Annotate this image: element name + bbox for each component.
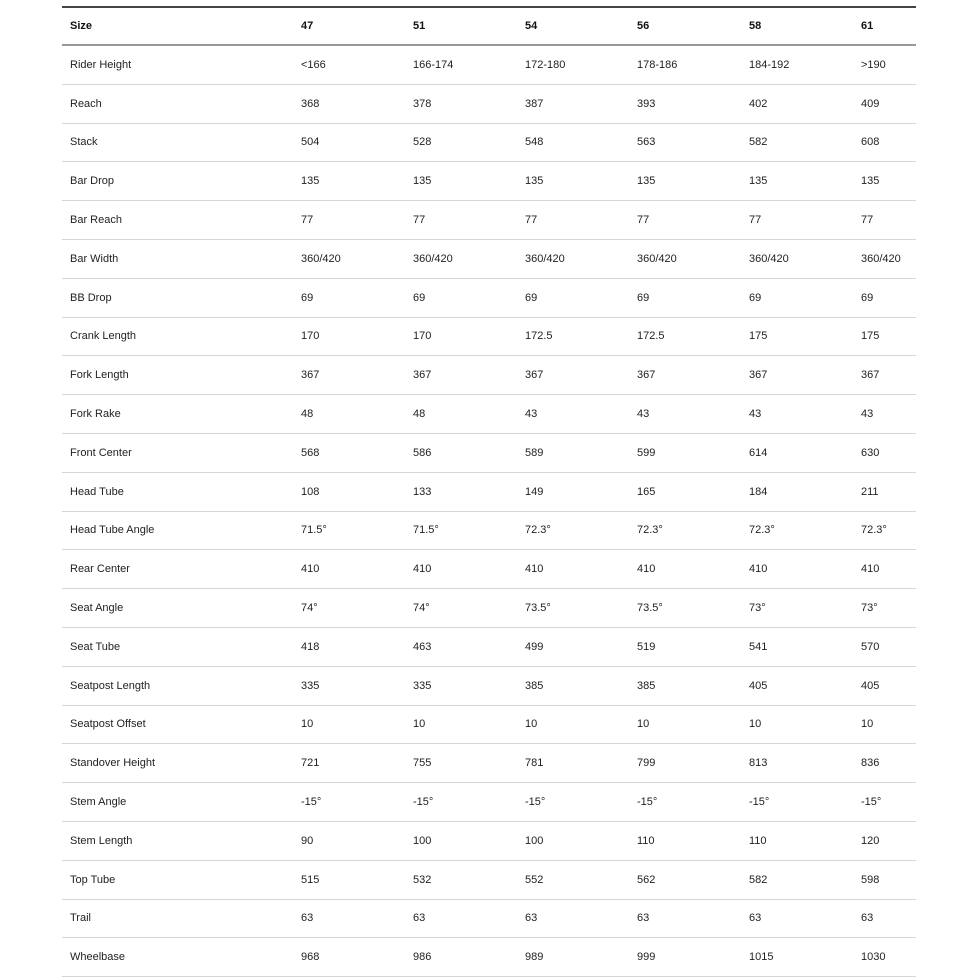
- row-label: Stem Angle: [70, 796, 127, 809]
- row-label: Seatpost Offset: [70, 718, 146, 731]
- table-cell: 133: [413, 485, 432, 498]
- table-cell: 184: [749, 485, 768, 498]
- table-cell: 77: [525, 214, 538, 227]
- table-cell: 385: [525, 679, 544, 692]
- table-cell: 108: [301, 485, 320, 498]
- table-row: [62, 433, 916, 472]
- table-cell: 368: [301, 97, 320, 110]
- table-cell: 968: [301, 951, 320, 964]
- table-cell: 519: [637, 640, 656, 653]
- table-cell: 504: [301, 136, 320, 149]
- table-cell: 135: [301, 175, 320, 188]
- table-cell: 77: [413, 214, 426, 227]
- table-cell: 69: [861, 291, 874, 304]
- table-cell: 43: [525, 408, 538, 421]
- table-cell: 552: [525, 873, 544, 886]
- table-cell: 73°: [861, 602, 878, 615]
- table-cell: 110: [749, 834, 767, 847]
- table-cell: -15°: [637, 796, 658, 809]
- table-cell: 135: [413, 175, 432, 188]
- table-cell: 10: [301, 718, 314, 731]
- table-cell: 405: [749, 679, 768, 692]
- header-row: [62, 7, 916, 45]
- table-cell: 410: [413, 563, 432, 576]
- table-cell: -15°: [525, 796, 546, 809]
- table-row: [62, 472, 916, 511]
- table-row: [62, 744, 916, 783]
- table-cell: 69: [637, 291, 650, 304]
- table-cell: 149: [525, 485, 544, 498]
- table-cell: 100: [413, 834, 432, 847]
- table-cell: 72.3°: [749, 524, 775, 537]
- row-label: Stem Length: [70, 834, 133, 847]
- table-cell: 360/420: [637, 252, 677, 265]
- table-cell: 410: [637, 563, 656, 576]
- row-label: Seat Angle: [70, 602, 124, 615]
- table-row: [62, 162, 916, 201]
- table-cell: 499: [525, 640, 544, 653]
- table-cell: 170: [301, 330, 320, 343]
- table-cell: 409: [861, 97, 880, 110]
- table-cell: 172.5: [525, 330, 553, 343]
- table-row: [62, 317, 916, 356]
- table-cell: 175: [861, 330, 880, 343]
- table-cell: 1030: [861, 951, 886, 964]
- table-cell: 100: [525, 834, 544, 847]
- table-cell: 184-192: [749, 58, 790, 71]
- table-cell: 69: [301, 291, 314, 304]
- table-cell: 410: [861, 563, 880, 576]
- table-cell: 72.3°: [525, 524, 551, 537]
- row-label: Rider Height: [70, 58, 132, 71]
- table-cell: 367: [413, 369, 432, 382]
- table-cell: 515: [301, 873, 320, 886]
- table-row: [62, 899, 916, 938]
- table-cell: 630: [861, 446, 880, 459]
- header-size-54: 54: [525, 20, 538, 32]
- row-label: BB Drop: [70, 291, 112, 304]
- table-row: [62, 783, 916, 822]
- table-cell: 410: [525, 563, 544, 576]
- table-cell: 63: [413, 912, 426, 925]
- table-cell: 74°: [413, 602, 430, 615]
- table-row: [62, 239, 916, 278]
- table-cell: 562: [637, 873, 656, 886]
- row-label: Head Tube Angle: [70, 524, 155, 537]
- table-row: [62, 821, 916, 860]
- table-cell: 135: [637, 175, 656, 188]
- table-cell: 541: [749, 640, 768, 653]
- table-cell: 367: [637, 369, 656, 382]
- table-cell: 813: [749, 757, 768, 770]
- table-cell: 418: [301, 640, 320, 653]
- table-cell: 410: [749, 563, 768, 576]
- table-row: [62, 589, 916, 628]
- table-cell: 135: [749, 175, 768, 188]
- table-cell: 63: [301, 912, 314, 925]
- table-cell: 582: [749, 136, 768, 149]
- table-cell: 402: [749, 97, 768, 110]
- table-cell: 360/420: [861, 252, 901, 265]
- table-cell: 586: [413, 446, 432, 459]
- table-cell: 755: [413, 757, 432, 770]
- table-row: [62, 705, 916, 744]
- row-label: Head Tube: [70, 485, 124, 498]
- table-row: [62, 84, 916, 123]
- table-cell: 360/420: [749, 252, 789, 265]
- row-label: Stack: [70, 136, 98, 149]
- table-cell: 378: [413, 97, 432, 110]
- table-cell: 367: [525, 369, 544, 382]
- table-cell: 43: [749, 408, 762, 421]
- table-row: [62, 45, 916, 84]
- table-cell: 582: [749, 873, 768, 886]
- table-cell: 410: [301, 563, 320, 576]
- table-cell: 120: [861, 834, 880, 847]
- table-cell: 360/420: [525, 252, 565, 265]
- table-cell: 77: [749, 214, 762, 227]
- header-size-56: 56: [637, 20, 650, 32]
- row-label: Standover Height: [70, 757, 155, 770]
- header-size-47: 47: [301, 20, 314, 32]
- table-cell: 989: [525, 951, 544, 964]
- table-header: [62, 7, 916, 45]
- table-cell: 335: [413, 679, 432, 692]
- table-cell: -15°: [413, 796, 434, 809]
- table-cell: 532: [413, 873, 432, 886]
- row-label: Crank Length: [70, 330, 137, 343]
- table-cell: 781: [525, 757, 544, 770]
- table-row: [62, 666, 916, 705]
- table-cell: 166-174: [413, 58, 454, 71]
- table-cell: 69: [525, 291, 538, 304]
- header-size-51: 51: [413, 20, 426, 32]
- table-cell: 63: [637, 912, 650, 925]
- table-cell: 71.5°: [413, 524, 439, 537]
- table-cell: 43: [637, 408, 650, 421]
- table-cell: 393: [637, 97, 656, 110]
- table-cell: 172.5: [637, 330, 665, 343]
- table-cell: <166: [301, 58, 326, 71]
- table-cell: 90: [301, 834, 314, 847]
- table-cell: 170: [413, 330, 432, 343]
- table-cell: 175: [749, 330, 768, 343]
- table-cell: 799: [637, 757, 656, 770]
- table-cell: 599: [637, 446, 656, 459]
- table-cell: 63: [749, 912, 762, 925]
- table-cell: 10: [861, 718, 874, 731]
- table-cell: 1015: [749, 951, 774, 964]
- table-cell: 135: [861, 175, 880, 188]
- table-cell: 367: [861, 369, 880, 382]
- table-cell: 110: [637, 834, 655, 847]
- table-cell: 74°: [301, 602, 318, 615]
- table-cell: 73.5°: [525, 602, 551, 615]
- table-cell: 986: [413, 951, 432, 964]
- table-cell: 598: [861, 873, 880, 886]
- row-label: Seatpost Length: [70, 679, 151, 692]
- row-label: Bar Reach: [70, 214, 122, 227]
- table-cell: 360/420: [301, 252, 341, 265]
- table-row: [62, 123, 916, 162]
- table-row: [62, 860, 916, 899]
- table-row: [62, 938, 916, 977]
- table-cell: 172-180: [525, 58, 566, 71]
- row-label: Bar Width: [70, 252, 119, 265]
- table-row: [62, 356, 916, 395]
- table-cell: 570: [861, 640, 880, 653]
- table-cell: 73°: [749, 602, 766, 615]
- row-label: Seat Tube: [70, 640, 121, 653]
- table-cell: 335: [301, 679, 320, 692]
- table-cell: 69: [413, 291, 426, 304]
- row-label: Wheelbase: [70, 951, 126, 964]
- table-cell: 73.5°: [637, 602, 663, 615]
- row-label: Top Tube: [70, 873, 116, 886]
- geometry-table: [62, 6, 916, 977]
- table-cell: 385: [637, 679, 656, 692]
- table-cell: 387: [525, 97, 544, 110]
- table-row: [62, 627, 916, 666]
- table-cell: 165: [637, 485, 656, 498]
- row-label: Fork Length: [70, 369, 129, 382]
- table-cell: 836: [861, 757, 880, 770]
- table-cell: 69: [749, 291, 762, 304]
- table-cell: -15°: [301, 796, 322, 809]
- table-row: [62, 395, 916, 434]
- header-size-58: 58: [749, 20, 762, 32]
- row-label: Rear Center: [70, 563, 130, 576]
- table-cell: 721: [301, 757, 320, 770]
- table-cell: 360/420: [413, 252, 453, 265]
- header-size-label: Size: [70, 20, 93, 32]
- table-cell: 563: [637, 136, 656, 149]
- row-label: Reach: [70, 97, 102, 110]
- table-cell: 367: [301, 369, 320, 382]
- table-cell: 48: [413, 408, 426, 421]
- table-cell: 77: [637, 214, 650, 227]
- table-cell: 77: [861, 214, 874, 227]
- table-cell: 211: [861, 485, 879, 498]
- row-label: Bar Drop: [70, 175, 115, 188]
- table-cell: 10: [637, 718, 650, 731]
- row-label: Front Center: [70, 446, 132, 459]
- row-label: Trail: [70, 912, 91, 925]
- table-cell: -15°: [749, 796, 770, 809]
- table-cell: 405: [861, 679, 880, 692]
- table-cell: 999: [637, 951, 656, 964]
- table-cell: 608: [861, 136, 880, 149]
- table-body: [62, 45, 916, 977]
- table-cell: 77: [301, 214, 314, 227]
- row-label: Fork Rake: [70, 408, 121, 421]
- table-cell: 10: [749, 718, 762, 731]
- table-cell: 63: [525, 912, 538, 925]
- table-row: [62, 511, 916, 550]
- table-cell: 528: [413, 136, 432, 149]
- table-cell: -15°: [861, 796, 882, 809]
- table-cell: 614: [749, 446, 768, 459]
- header-size-61: 61: [861, 20, 874, 32]
- table-cell: 10: [525, 718, 538, 731]
- table-row: [62, 550, 916, 589]
- table-cell: 63: [861, 912, 874, 925]
- table-cell: 548: [525, 136, 544, 149]
- table-cell: 367: [749, 369, 768, 382]
- table-cell: 10: [413, 718, 426, 731]
- table-cell: 72.3°: [637, 524, 663, 537]
- table-cell: 178-186: [637, 58, 678, 71]
- table-cell: 48: [301, 408, 314, 421]
- table-cell: >190: [861, 58, 886, 71]
- table-cell: 589: [525, 446, 544, 459]
- table-row: [62, 278, 916, 317]
- table-row: [62, 201, 916, 240]
- table-cell: 568: [301, 446, 320, 459]
- table-cell: 72.3°: [861, 524, 887, 537]
- table-cell: 43: [861, 408, 874, 421]
- table-cell: 71.5°: [301, 524, 327, 537]
- table-cell: 135: [525, 175, 544, 188]
- table-cell: 463: [413, 640, 432, 653]
